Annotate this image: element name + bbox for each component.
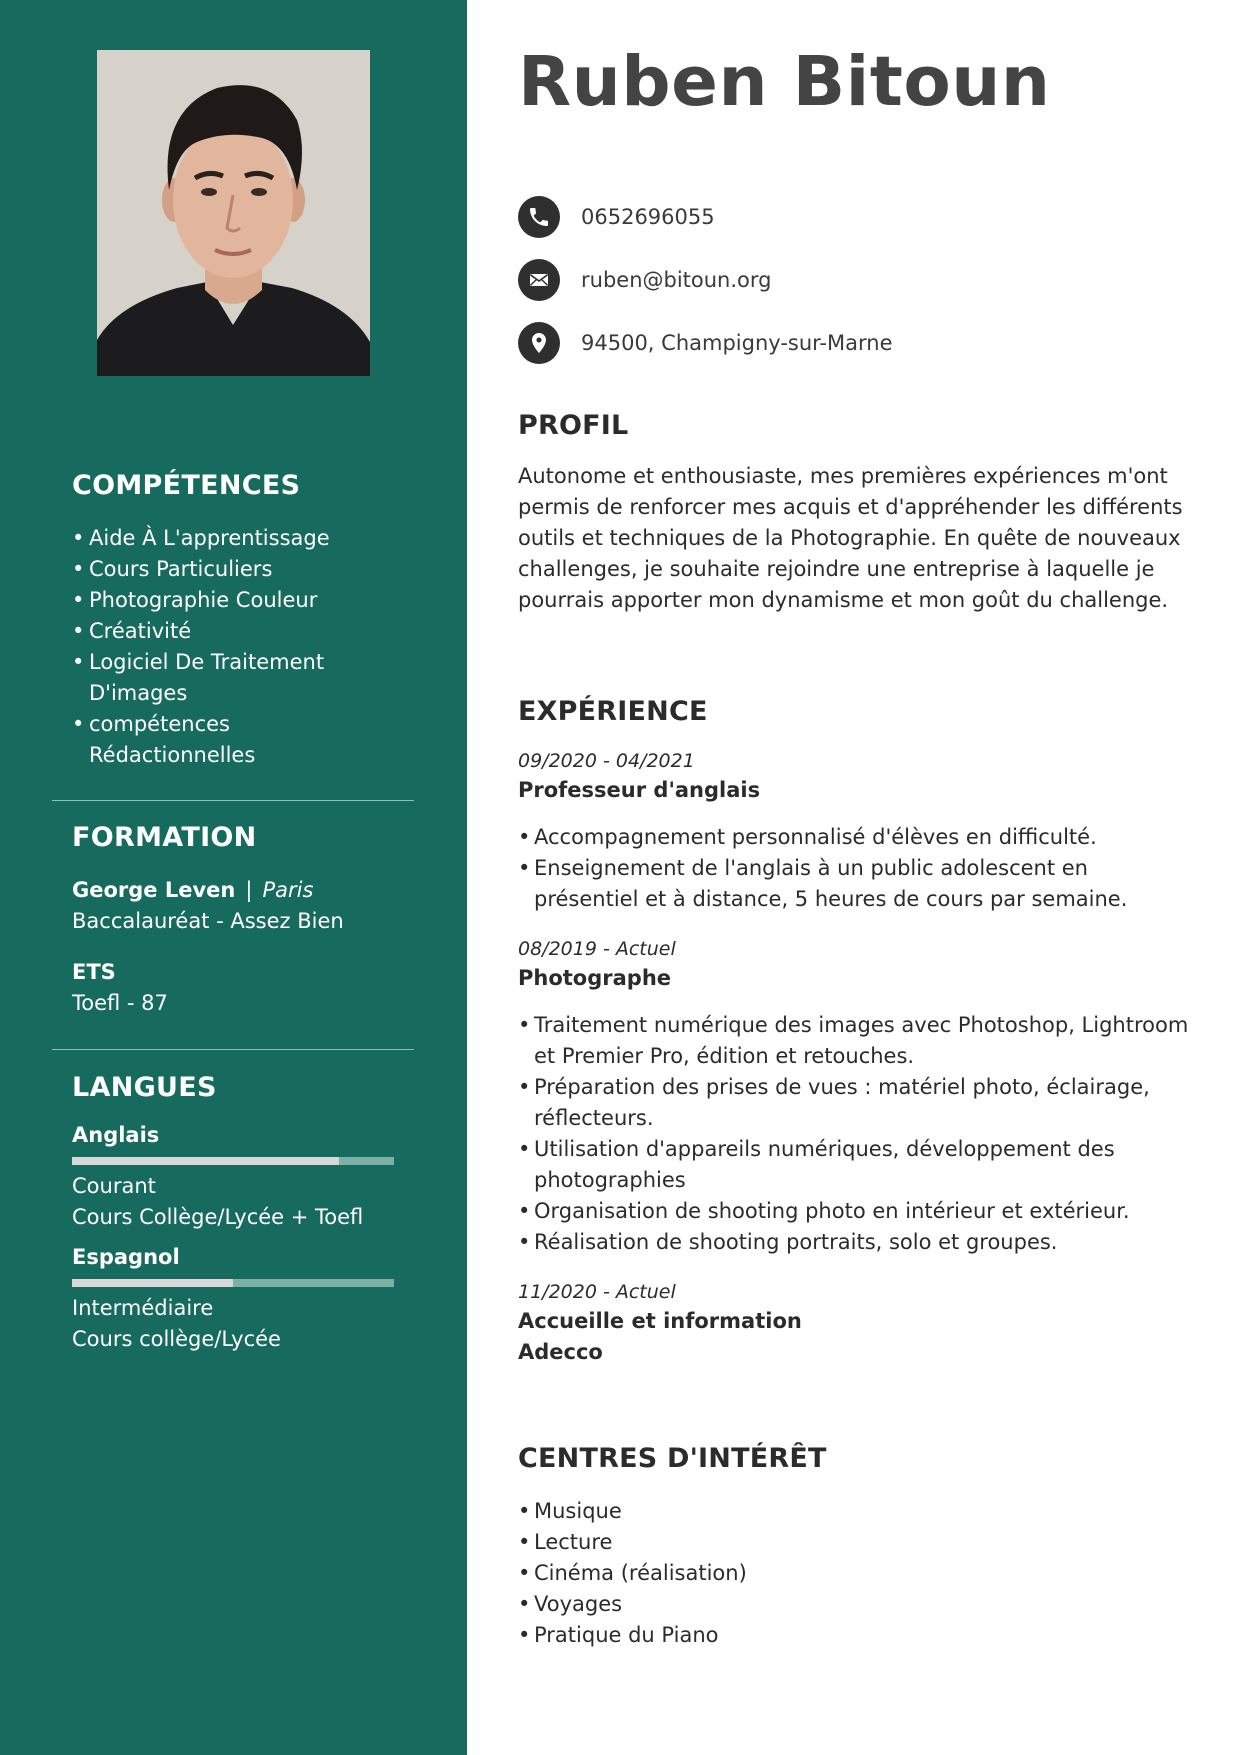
list-item: • Organisation de shooting photo en intérieur et extérieur. [518,1196,1190,1227]
list-item: • Logiciel De Traitement D'images [72,647,332,709]
language-level: Intermédiaire [72,1296,214,1320]
list-item: • Enseignement de l'anglais à un public adolescent en présentiel et à distance, 5 heures de cours par semaine. [518,853,1190,915]
contact-email [518,259,893,301]
list-item: • Cours Particuliers [72,554,412,585]
job-title: Professeur d'anglais [518,778,761,802]
divider [52,1049,414,1050]
envelope-icon [518,259,560,301]
job-bullets [518,1010,1190,1258]
formation-title: FORMATION [72,822,257,853]
skills-section [72,470,412,771]
formation-section [72,822,412,1019]
formation-entry [72,875,412,937]
skills-title: COMPÉTENCES [72,470,301,501]
address-text: 94500, Champigny-sur-Marne [581,331,893,355]
school-name: George Leven [72,878,236,902]
contact-address [518,322,893,364]
job-entry [518,935,1190,1258]
job-company: Adecco [518,1340,603,1364]
map-pin-icon [518,322,560,364]
language-level-bar [72,1157,394,1165]
formation-detail: Baccalauréat - Assez Bien [72,909,344,933]
sidebar [0,0,467,1755]
interests-section [518,1443,1190,1651]
list-item: • Cinéma (réalisation) [518,1558,1190,1589]
interests-title: CENTRES D'INTÉRÊT [518,1443,827,1474]
job-bullets [518,822,1190,915]
person-name: Ruben Bitoun [518,42,1051,122]
list-item: • Photographie Couleur [72,585,412,616]
email-link[interactable]: ruben@bitoun.org [581,268,772,292]
job-title: Photographe [518,966,672,990]
experience-section [518,696,1190,1368]
phone-link[interactable]: 0652696055 [581,205,715,229]
list-item: • Pratique du Piano [518,1620,1190,1651]
school-name: ETS [72,960,116,984]
language-level-fill [72,1279,233,1287]
language-detail: Cours collège/Lycée [72,1327,281,1351]
contact-list [518,196,893,385]
list-item: • Créativité [72,616,412,647]
job-date: 09/2020 - 04/2021 [518,750,695,772]
language-level-fill [72,1157,339,1165]
list-item: • Préparation des prises de vues : matériel photo, éclairage, réflecteurs. [518,1072,1190,1134]
job-title: Accueille et information [518,1309,802,1333]
languages-section [72,1072,412,1355]
list-item: • Musique [518,1496,1190,1527]
job-date: 08/2019 - Actuel [518,938,676,960]
list-item: • compétences Rédactionnelles [72,709,292,771]
profile-title: PROFIL [518,410,629,441]
skills-list [72,523,412,771]
interests-list [518,1496,1190,1651]
list-item: • Voyages [518,1589,1190,1620]
school-city: Paris [262,878,314,902]
phone-icon [518,196,560,238]
separator: | [245,878,253,902]
contact-phone [518,196,893,238]
list-item: • Réalisation de shooting portraits, solo et groupes. [518,1227,1190,1258]
language-detail: Cours Collège/Lycée + Toefl [72,1205,364,1229]
language-item [72,1243,412,1355]
language-item [72,1121,412,1233]
language-level: Courant [72,1174,156,1198]
list-item: • Aide À L'apprentissage [72,523,412,554]
experience-title: EXPÉRIENCE [518,696,708,727]
list-item: • Accompagnement personnalisé d'élèves en difficulté. [518,822,1190,853]
job-entry [518,1278,1190,1368]
list-item: • Traitement numérique des images avec Photoshop, Lightroom et Premier Pro, édition et retouches. [518,1010,1190,1072]
divider [52,800,414,801]
list-item: • Lecture [518,1527,1190,1558]
portrait-illustration [97,50,370,376]
formation-entry [72,957,412,1019]
language-level-bar [72,1279,394,1287]
list-item: • Utilisation d'appareils numériques, développement des photographies [518,1134,1190,1196]
job-entry [518,747,1190,915]
profile-photo [97,50,370,376]
profile-section [518,410,1190,616]
language-name: Espagnol [72,1245,180,1269]
language-name: Anglais [72,1123,160,1147]
languages-title: LANGUES [72,1072,217,1103]
formation-detail: Toefl - 87 [72,991,168,1015]
job-date: 11/2020 - Actuel [518,1281,676,1303]
profile-text: Autonome et enthousiaste, mes premières expériences m'ont permis de renforcer mes acquis et d'appréhender les différents outils et techniques de la Photographie. En quête de nouveaux challenges, je souhaite rejoindre une entreprise à laquelle je pourrais apporter mon dynamisme et mon goût du challenge. [518,464,1183,612]
